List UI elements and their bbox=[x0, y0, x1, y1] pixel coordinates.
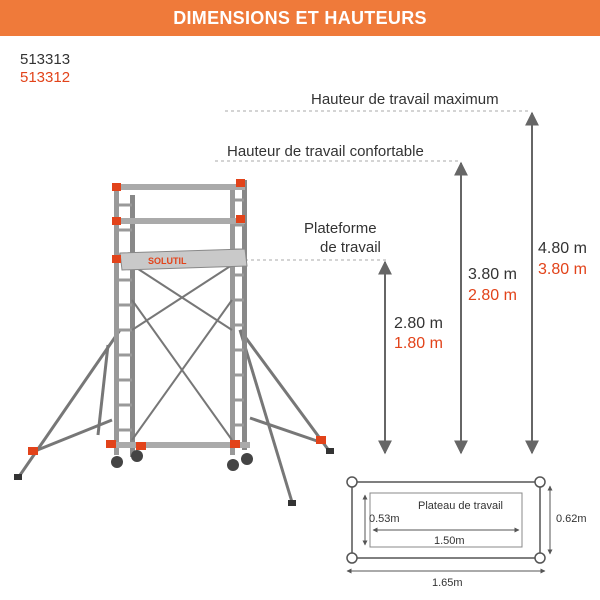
platform-label-line2: de travail bbox=[320, 239, 381, 256]
platform-label-line1: Plateforme bbox=[304, 220, 377, 237]
comfortable-height-value-primary: 3.80 m bbox=[468, 266, 517, 283]
comfortable-height-label: Hauteur de travail confortable bbox=[227, 143, 424, 160]
reference-secondary: 513312 bbox=[20, 69, 71, 86]
plateau-width-inner: 1.50m bbox=[434, 535, 465, 547]
max-height-value-secondary: 3.80 m bbox=[538, 261, 587, 278]
comfortable-height-value-secondary: 2.80 m bbox=[468, 287, 517, 304]
plateau-label: Plateau de travail bbox=[418, 500, 503, 512]
page-title: DIMENSIONS ET HAUTEURS bbox=[173, 8, 427, 28]
platform-height-value-secondary: 1.80 m bbox=[394, 335, 443, 352]
max-height-label: Hauteur de travail maximum bbox=[311, 91, 499, 108]
scaffold-illustration bbox=[14, 179, 334, 506]
plateau-width-outer: 1.65m bbox=[432, 577, 463, 589]
plateau-depth-outer: 0.62m bbox=[556, 513, 587, 525]
max-height-value-primary: 4.80 m bbox=[538, 240, 587, 257]
reference-primary: 513313 bbox=[20, 51, 71, 68]
brand-logo: SOLUTIL bbox=[148, 256, 187, 266]
platform-height-value-primary: 2.80 m bbox=[394, 315, 443, 332]
plateau-depth-inner: 0.53m bbox=[369, 513, 400, 525]
